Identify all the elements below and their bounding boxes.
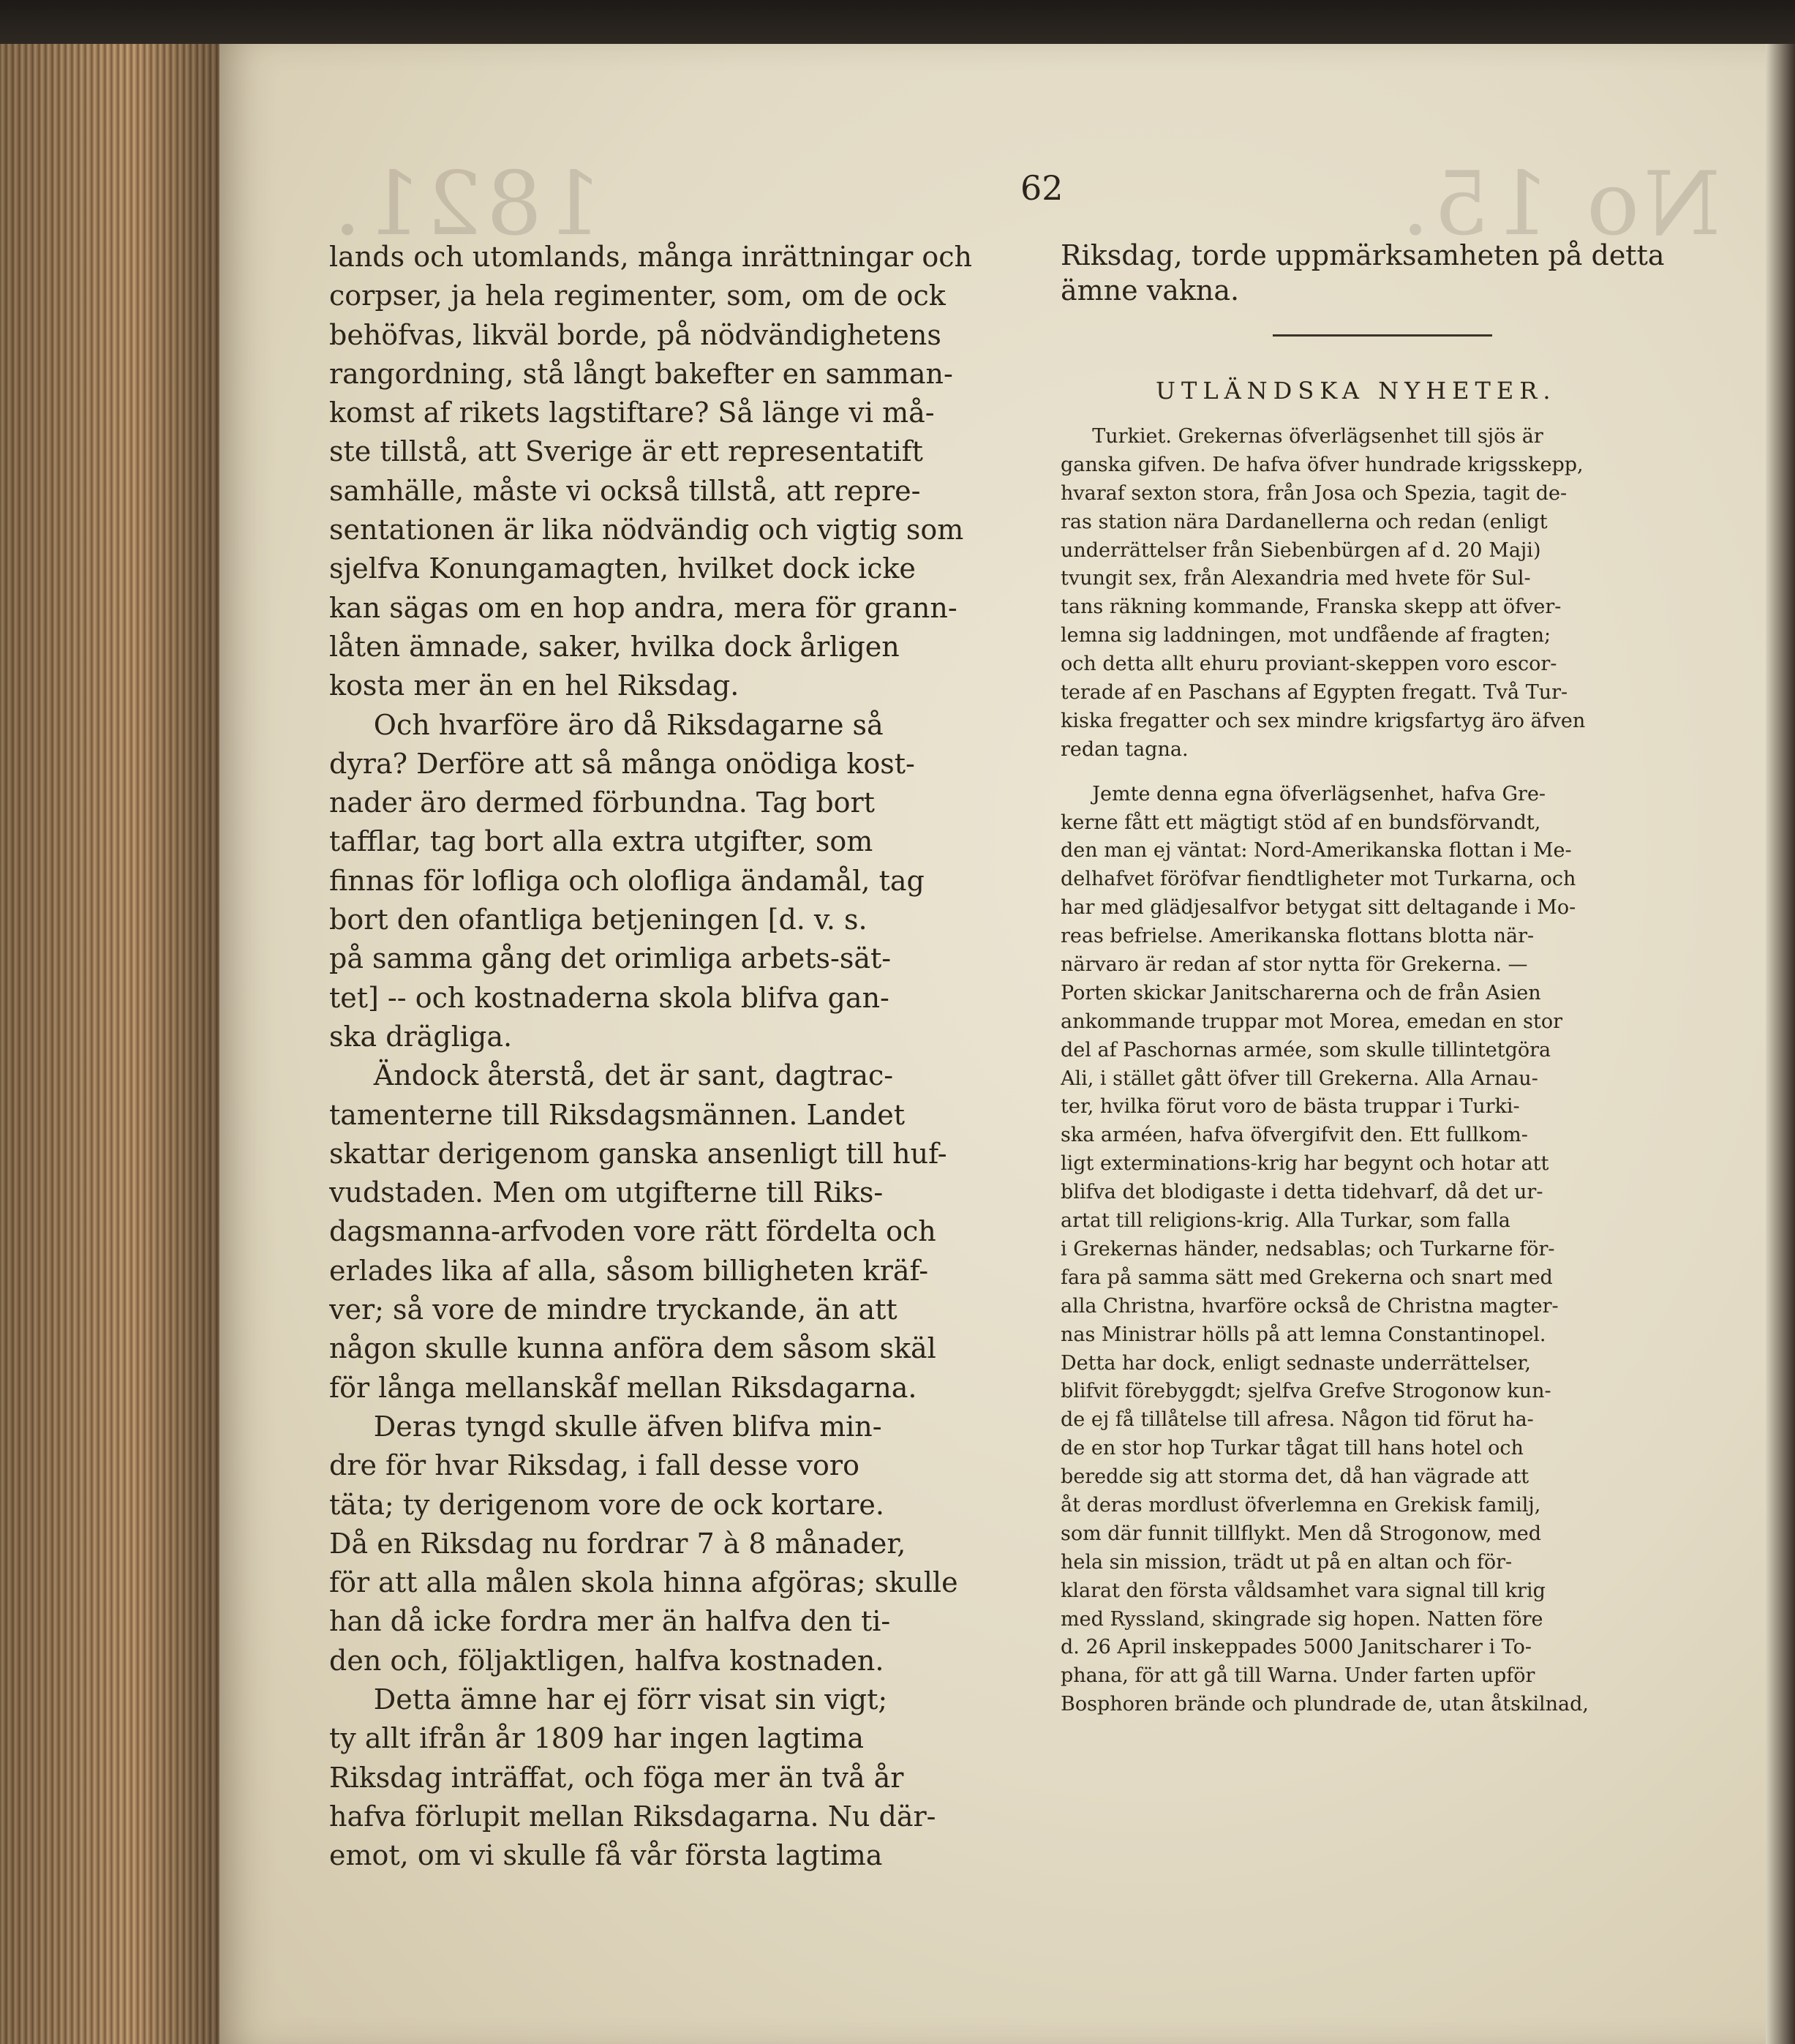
- text-line: och detta allt ehuru proviant-skeppen voro escor-: [1061, 653, 1557, 676]
- text-line: hela sin mission, trädt ut på en altan och för-: [1061, 1550, 1513, 1574]
- text-line: skattar derigenom ganska ansenligt till huf-: [329, 1137, 947, 1170]
- text-line: del af Paschornas armée, som skulle tillintetgöra: [1061, 1038, 1551, 1062]
- text-line: ankommande truppar mot Morea, emedan en stor: [1061, 1010, 1563, 1033]
- text-line: delhafvet föröfvar fiendtligheter mot Turkarna, och: [1061, 868, 1576, 891]
- right-column: [1061, 238, 1741, 1719]
- text-line: lands och utomlands, många inrättningar och: [329, 241, 972, 273]
- text-line: ver; så vore de mindre tryckande, än att: [329, 1293, 898, 1326]
- text-line: artat till religions-krig. Alla Turkar, som falla: [1061, 1209, 1510, 1233]
- text-line: åt deras mordlust öfverlemna en Grekisk familj,: [1061, 1493, 1541, 1517]
- text-line: bort den ofantliga betjeningen [d. v. s.: [329, 903, 868, 936]
- text-line: kerne fått ett mägtigt stöd af en bundsförvandt,: [1061, 811, 1541, 834]
- text-line: ras station nära Dardanellerna och redan (enligt: [1061, 510, 1548, 533]
- text-line: hvaraf sexton stora, från Josa och Spezia, tagit de-: [1061, 481, 1568, 505]
- section-divider: [1273, 334, 1492, 337]
- text-line: erlades lika af alla, såsom billigheten kräf-: [329, 1254, 929, 1287]
- section-heading: UTLÄNDSKA NYHETER.: [1156, 377, 1557, 405]
- text-line: dyra? Derföre att så många onödiga kost-: [329, 747, 915, 780]
- text-line: beredde sig att storma det, då han vägrade att: [1061, 1465, 1529, 1489]
- text-line: blifvit förebyggdt; sjelfva Grefve Strogonow kun-: [1061, 1380, 1551, 1403]
- text-line: kosta mer än en hel Riksdag.: [329, 669, 740, 702]
- text-line: tafflar, tag bort alla extra utgifter, som: [329, 825, 873, 858]
- text-line: för att alla målen skola hinna afgöras; skulle: [329, 1566, 958, 1599]
- book-right-edge: [1766, 44, 1795, 2044]
- text-line: blifva det blodigaste i detta tidehvarf, då det ur-: [1061, 1181, 1543, 1204]
- book-page: [219, 44, 1766, 2044]
- text-line: klarat den första våldsamhet vara signal till krig: [1061, 1579, 1546, 1602]
- text-line: tans räkning kommande, Franska skepp att öfver-: [1061, 595, 1562, 619]
- text-line: han då icke fordra mer än halfva den ti-: [329, 1605, 891, 1638]
- text-line: ter, hvilka förut voro de bästa truppar i Turki-: [1061, 1095, 1520, 1119]
- text-line: dre för hvar Riksdag, i fall desse voro: [329, 1449, 859, 1482]
- text-line: med Ryssland, skingrade sig hopen. Natten före: [1061, 1607, 1543, 1631]
- text-line: fara på samma sätt med Grekerna och snart med: [1061, 1266, 1553, 1289]
- text-line: tvungit sex, från Alexandria med hvete för Sul-: [1061, 567, 1531, 590]
- text-line: Detta har dock, enligt sednaste underrättelser,: [1061, 1351, 1532, 1375]
- text-line: nader äro dermed förbundna. Tag bort: [329, 786, 875, 819]
- text-line: har med glädjesalfvor betygat sitt deltagande i Mo-: [1061, 896, 1576, 920]
- text-line: vudstaden. Men om utgifterne till Riks-: [329, 1176, 884, 1209]
- text-line: redan tagna.: [1061, 737, 1189, 761]
- text-line: ska drägliga.: [329, 1020, 513, 1053]
- text-line: som där funnit tillflykt. Men då Strogonow, med: [1061, 1522, 1541, 1545]
- text-line: finnas för lofliga och olofliga ändamål, tag: [329, 864, 925, 897]
- text-line: Riksdag inträffat, och föga mer än två år: [329, 1761, 904, 1794]
- text-line: någon skulle kunna anföra dem såsom skäl: [329, 1332, 936, 1365]
- text-line: alla Christna, hvarföre också de Christna magter-: [1061, 1294, 1559, 1318]
- text-line: Och hvarföre äro då Riksdagarne så: [373, 708, 884, 741]
- text-line: sentationen är lika nödvändig och vigtig som: [329, 514, 964, 546]
- text-line: Porten skickar Janitscharerna och de från Asien: [1061, 981, 1541, 1004]
- text-line: den och, följaktligen, halfva kostnaden.: [329, 1644, 884, 1677]
- text-line: Ändock återstå, det är sant, dagtrac-: [373, 1059, 894, 1092]
- book-page-edges: [0, 44, 219, 2044]
- text-line: ste tillstå, att Sverige är ett representatift: [329, 435, 923, 468]
- text-line: Ali, i stället gått öfver till Grekerna. Alla Arnau-: [1061, 1067, 1538, 1090]
- right-column-news: [1061, 423, 1741, 1719]
- text-line: närvaro är redan af stor nytta för Grekerna. —: [1061, 953, 1528, 977]
- bleed-through-left: 1821.: [329, 154, 603, 255]
- paragraph-gap: [1061, 764, 1741, 781]
- text-line: ty allt ifrån år 1809 har ingen lagtima: [329, 1722, 865, 1755]
- text-line: tamenterne till Riksdagsmännen. Landet: [329, 1098, 905, 1131]
- text-line: Deras tyngd skulle äfven blifva min-: [373, 1410, 882, 1443]
- text-line: kan sägas om en hop andra, mera för grann-: [329, 591, 957, 624]
- text-line: terade af en Paschans af Egypten fregatt. Två Tur-: [1061, 681, 1568, 704]
- text-line: Jemte denna egna öfverlägsenhet, hafva Gre-: [1092, 782, 1546, 805]
- text-line: täta; ty derigenom vore de ock kortare.: [329, 1488, 884, 1521]
- text-line: på samma gång det orimliga arbets-sät-: [329, 942, 892, 975]
- right-column-top: [1061, 238, 1741, 308]
- text-line: samhälle, måste vi också tillstå, att repre-: [329, 474, 921, 507]
- text-line: Detta ämne har ej förr visat sin vigt;: [373, 1683, 888, 1716]
- text-line: ligt exterminations-krig har begynt och hotar att: [1061, 1152, 1549, 1176]
- text-line: ska arméen, hafva öfvergifvit den. Ett fullkom-: [1061, 1124, 1528, 1147]
- text-line: de ej få tillåtelse till afresa. Någon tid förut ha-: [1061, 1408, 1534, 1432]
- text-line: behöfvas, likväl borde, på nödvändighetens: [329, 318, 941, 351]
- text-line: Då en Riksdag nu fordrar 7 à 8 månader,: [329, 1527, 906, 1560]
- text-line: hafva förlupit mellan Riksdagarna. Nu där-: [329, 1800, 936, 1833]
- text-line: ganska gifven. De hafva öfver hundrade krigsskepp,: [1061, 453, 1584, 476]
- text-line: underrättelser från Siebenbürgen af d. 20 Maji): [1061, 538, 1541, 562]
- text-line: phana, för att gå till Warna. Under farten upför: [1061, 1664, 1535, 1688]
- text-line: tet] -- och kostnaderna skola blifva gan-: [329, 981, 889, 1014]
- text-line: komst af rikets lagstiftare? Så länge vi må-: [329, 397, 935, 429]
- text-line: den man ej väntat: Nord-Amerikanska flottan i Me-: [1061, 839, 1572, 863]
- text-line: reas befrielse. Amerikanska flottans blotta när-: [1061, 925, 1535, 948]
- text-line: Turkiet. Grekernas öfverlägsenhet till sjös är: [1092, 425, 1543, 448]
- text-line: dagsmanna-arfvoden vore rätt fördelta och: [329, 1215, 936, 1248]
- text-line: d. 26 April inskeppades 5000 Janitscharer i To-: [1061, 1636, 1532, 1659]
- text-line: corpser, ja hela regimenter, som, om de ock: [329, 279, 946, 312]
- text-line: nas Ministrar hölls på att lemna Constantinopel.: [1061, 1323, 1546, 1346]
- text-line: kiska fregatter och sex mindre krigsfartyg äro äfven: [1061, 709, 1586, 732]
- text-line: Riksdag, torde uppmärksamheten på detta: [1061, 239, 1665, 271]
- bleed-through-right: No 15.: [1397, 154, 1721, 255]
- text-line: låten ämnade, saker, hvilka dock årligen: [329, 630, 900, 663]
- text-line: emot, om vi skulle få vår första lagtima: [329, 1839, 883, 1872]
- text-line: de en stor hop Turkar tågat till hans hotel och: [1061, 1437, 1524, 1460]
- page-number: 62: [1020, 168, 1064, 208]
- text-line: rangordning, stå långt bakefter en samman-: [329, 357, 953, 390]
- text-line: ämne vakna.: [1061, 274, 1240, 307]
- text-line: lemna sig laddningen, mot undfående af fragten;: [1061, 624, 1551, 647]
- text-line: i Grekernas händer, nedsablas; och Turkarne för-: [1061, 1237, 1555, 1260]
- scan-background-top: [0, 0, 1795, 44]
- text-line: sjelfva Konungamagten, hvilket dock icke: [329, 552, 916, 585]
- text-line: Bosphoren brände och plundrade de, utan åtskilnad,: [1061, 1693, 1589, 1716]
- text-line: för långa mellanskåf mellan Riksdagarna.: [329, 1371, 917, 1404]
